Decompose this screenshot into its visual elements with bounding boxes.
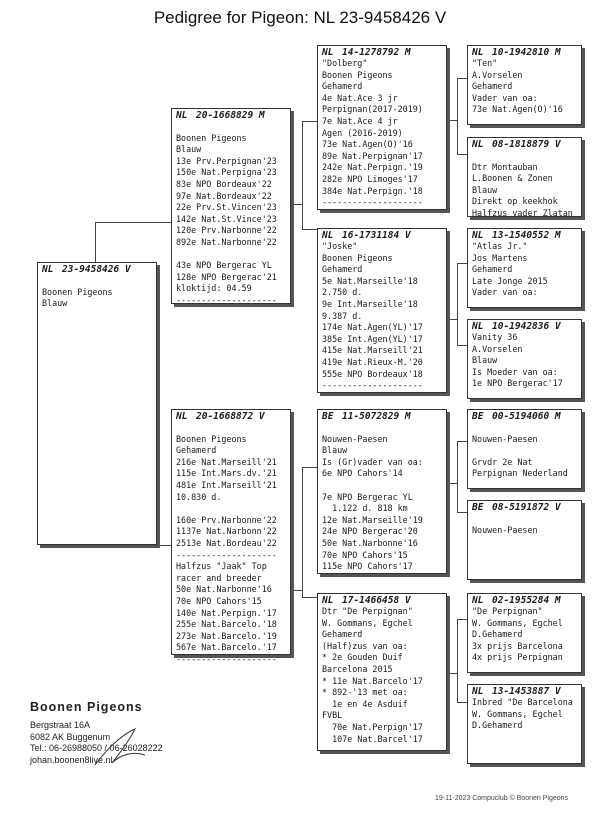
pedigree-line: 1.122 d. 818 km <box>322 503 408 514</box>
pedigree-line: "De Perpignan" <box>472 606 543 616</box>
pedigree-line: Boonen Pigeons <box>176 433 247 444</box>
pedigree-box-sire <box>171 108 291 304</box>
pedigree-box-sire-sire <box>317 45 447 210</box>
pedigree-box-dsd <box>467 500 582 580</box>
address-city: 6082 AK Buggenum <box>30 731 111 742</box>
ring-number: NL 10-1942810 M <box>472 47 561 58</box>
pedigree-box-subject <box>37 262 157 545</box>
pedigree-line: Agen (2016-2019) <box>322 127 403 138</box>
pedigree-line: Boonen Pigeons <box>322 69 393 80</box>
box-lines <box>172 121 290 307</box>
pedigree-line: Vader van oa: <box>472 92 538 103</box>
pedigree-box-sds <box>467 228 582 308</box>
pedigree-line: Gehamerd <box>472 81 513 92</box>
pedigree-line: 2513e Nat.Bordeau'22 <box>176 537 277 548</box>
box-lines <box>38 275 156 310</box>
pedigree-line: 273e Nat.Barcelo.'19 <box>176 630 277 641</box>
pedigree-line: 160e Prv.Narbonne'22 <box>176 514 277 525</box>
pedigree-line: Halfzus "Jaak" Top <box>176 561 267 572</box>
pedigree-box-sdd <box>467 319 582 399</box>
address-street: Bergstraat 16A <box>30 720 91 730</box>
pedigree-line: 4x prijs Perpignan <box>472 652 563 663</box>
ring-number: BE 00-5194060 M <box>472 411 561 422</box>
pedigree-line: 70e NPO Cahors'15 <box>176 595 262 606</box>
pedigree-line: kloktijd: 04.59 <box>176 283 252 294</box>
connector-line <box>302 467 303 597</box>
pedigree-line: Vader van oa: <box>472 287 538 298</box>
box-lines <box>172 422 290 665</box>
pedigree-line: 6e NPO Cahors'14 <box>322 468 403 479</box>
pedigree-line: 142e Nat.St.Vince'23 <box>176 213 277 224</box>
pedigree-box-dds <box>467 593 582 673</box>
pedigree-line: Blauw <box>472 184 498 195</box>
connector-line <box>446 483 458 484</box>
pedigree-line: Halfzus vader Zlatan <box>472 207 573 218</box>
connector-line <box>95 222 96 264</box>
pedigree-line: Boonen Pigeons <box>176 132 247 143</box>
pedigree-line: 4e Nat.Ace 3 jr <box>322 92 398 103</box>
connector-line <box>302 121 318 122</box>
pedigree-box-dam-dam <box>317 593 447 751</box>
pedigree-line: 24e NPO Bergerac'20 <box>322 526 418 537</box>
pedigree-line: 70e Nat.Perpign'17 <box>322 721 423 732</box>
pedigree-line: 115e NPO Cahors'17 <box>322 561 413 572</box>
pedigree-line: FVBL <box>322 710 343 721</box>
pedigree-line: Gehamerd <box>176 445 217 456</box>
pedigree-line: 481e Int.Marseill'21 <box>176 479 277 490</box>
pedigree-line: -------------------- <box>322 380 423 391</box>
box-lines <box>468 513 581 536</box>
ring-number: NL 20-1668829 M <box>176 110 265 121</box>
pedigree-line: 384e Nat.Perpign.'18 <box>322 185 423 196</box>
pedigree-line: 242e Nat.Perpign.'19 <box>322 162 423 173</box>
pedigree-line: 13e Prv.Perpignan'23 <box>176 155 277 166</box>
phone-number: Tel.: 06-26988050 / 06-26028222 <box>30 743 163 753</box>
pedigree-line: 140e Nat.Perpign.'17 <box>176 607 277 618</box>
pedigree-line: Grvdr 2e Nat <box>472 456 533 467</box>
box-lines <box>468 150 581 220</box>
connector-line <box>446 120 458 121</box>
pedigree-line: Is Moeder van oa: <box>472 366 558 377</box>
pedigree-line <box>472 445 581 457</box>
pedigree-line: W. Gommans, Egchel <box>472 708 563 719</box>
pedigree-line: Dtr "De Perpignan" <box>322 606 413 616</box>
pedigree-line <box>42 275 156 287</box>
pedigree-line: 892e Nat.Narbonne'22 <box>176 236 277 247</box>
pedigree-box-dam <box>171 409 291 664</box>
pedigree-line: Late Jonge 2015 <box>472 275 548 286</box>
pedigree-line: Nouwen-Paesen <box>322 433 388 444</box>
pedigree-line: Boonen Pigeons <box>42 286 113 297</box>
pedigree-line: 9e Int.Marseille'18 <box>322 298 418 309</box>
pedigree-line: 5e Nat.Marseille'18 <box>322 275 418 286</box>
pedigree-line: 7e Nat.Ace 4 jr <box>322 115 398 126</box>
connector-line <box>457 619 458 702</box>
pedigree-line: 255e Nat.Barcelo.'18 <box>176 619 277 630</box>
pedigree-line: * 11e Nat.Barcelo'17 <box>322 675 423 686</box>
pedigree-line: Boonen Pigeons <box>322 252 393 263</box>
box-lines <box>318 58 446 209</box>
pedigree-line: racer and breeder <box>176 572 262 583</box>
connector-line <box>302 229 318 230</box>
connector-line <box>302 597 318 598</box>
pedigree-line: "Joske" <box>322 241 358 251</box>
pedigree-line <box>472 513 581 525</box>
pedigree-line <box>176 503 290 515</box>
connector-line <box>290 204 303 205</box>
pedigree-line: Nouwen-Paesen <box>472 433 538 444</box>
ring-number: NL 02-1955284 M <box>472 595 561 606</box>
pedigree-line: L.Boonen & Zonen <box>472 173 553 184</box>
pedigree-line: 89e Nat.Perpignan'17 <box>322 150 423 161</box>
pedigree-line: -------------------- <box>322 197 423 208</box>
pedigree-line: 282e NPO Limoges'17 <box>322 173 418 184</box>
pedigree-line <box>176 249 290 261</box>
pedigree-line: 1e NPO Bergerac'17 <box>472 378 563 389</box>
pedigree-line: Jos Martens <box>472 252 528 263</box>
connector-line <box>457 263 458 345</box>
pedigree-line: * 892-'13 met oa: <box>322 687 408 698</box>
pedigree-line: Blauw <box>322 445 348 456</box>
box-lines <box>468 332 581 390</box>
pedigree-line: Blauw <box>42 298 68 309</box>
pedigree-line: 10.830 d. <box>176 491 222 502</box>
pedigree-line: 50e Nat.Narbonne'16 <box>322 537 418 548</box>
pedigree-box-dss <box>467 409 582 489</box>
box-lines <box>318 241 446 392</box>
print-date: 19-11-2023 Compuclub © Boonen Pigeons <box>435 795 569 802</box>
connector-line <box>446 673 458 674</box>
box-lines <box>468 58 581 116</box>
pedigree-line: -------------------- <box>176 549 277 560</box>
pedigree-line: Nouwen-Paesen <box>472 524 538 535</box>
pedigree-line: 115e Int.Mars.dv.'21 <box>176 468 277 479</box>
connector-line <box>290 590 303 591</box>
pedigree-line: 22e Prv.St.Vincen'23 <box>176 202 277 213</box>
pedigree-line: -------------------- <box>176 294 277 305</box>
pedigree-line: 43e NPO Bergerac YL <box>176 260 272 271</box>
ring-number: NL 13-1540552 M <box>472 230 561 241</box>
pedigree-line: Gehamerd <box>322 81 363 92</box>
pedigree-line: Gehamerd <box>322 264 363 275</box>
ring-number: NL 08-1818879 V <box>472 139 561 150</box>
pedigree-line: W. Gommans, Egchel <box>472 617 563 628</box>
pedigree-line: Blauw <box>176 144 202 155</box>
box-lines <box>318 422 446 573</box>
pedigree-line: 83e NPO Bordeaux'22 <box>176 178 272 189</box>
pedigree-line: Vanity 36 <box>472 332 518 342</box>
pedigree-line: A.Vorselen <box>472 343 523 354</box>
pedigree-line: "Dolberg" <box>322 58 368 68</box>
box-lines <box>468 697 581 732</box>
pedigree-line: 120e Prv.Narbonne'22 <box>176 225 277 236</box>
pedigree-line: Direkt op keekhok <box>472 196 558 207</box>
ring-number: NL 23-9458426 V <box>42 264 131 275</box>
pedigree-box-sss <box>467 45 582 125</box>
pedigree-line: 97e Nat.Bordeaux'22 <box>176 190 272 201</box>
pedigree-line: (Half)zus van oa: <box>322 640 408 651</box>
ring-number: NL 14-1278792 M <box>322 47 411 58</box>
breeder-name: Boonen Pigeons <box>30 700 143 714</box>
box-lines <box>468 606 581 664</box>
pedigree-line <box>176 121 290 133</box>
pedigree-line: 12e Nat.Marseille'19 <box>322 514 423 525</box>
pedigree-line: 73e Nat.Agen(O)'16 <box>322 139 413 150</box>
pedigree-line: * 2e Gouden Duif <box>322 652 403 663</box>
pedigree-box-ssd <box>467 137 582 217</box>
connector-line <box>302 467 318 468</box>
connector-line <box>457 441 458 512</box>
pedigree-box-sire-dam <box>317 228 447 393</box>
pedigree-line: Dtr Montauban <box>472 161 538 172</box>
pedigree-box-ddd <box>467 684 582 764</box>
pedigree-line: 150e Nat.Perpigna'23 <box>176 167 277 178</box>
connector-line <box>446 319 458 320</box>
pedigree-line: 1e en 4e Asduif <box>322 698 408 709</box>
pedigree-line: D.Gehamerd <box>472 720 523 731</box>
pedigree-line: Is (Gr)vader van oa: <box>322 456 423 467</box>
pedigree-line: Perpignan(2017-2019) <box>322 104 423 115</box>
pedigree-line: 9.387 d. <box>322 310 363 321</box>
pedigree-line: 555e NPO Bordeaux'18 <box>322 368 423 379</box>
box-lines <box>318 606 446 745</box>
pedigree-line: 73e Nat.Agen(O)'16 <box>472 104 563 115</box>
ring-number: BE 08-5191872 V <box>472 502 561 513</box>
pedigree-line: 128e NPO Bergerac'21 <box>176 271 277 282</box>
page-title: Pedigree for Pigeon: NL 23-9458426 V <box>153 8 447 27</box>
pedigree-line: 385e Int.Agen(YL)'17 <box>322 333 423 344</box>
connector-line <box>457 78 458 154</box>
pedigree-line <box>322 480 446 492</box>
pedigree-line: "Ten" <box>472 58 498 68</box>
ring-number: NL 20-1668872 V <box>176 411 265 422</box>
pedigree-line: 567e Nat.Barcelo.'17 <box>176 642 277 653</box>
pedigree-line: Inbred "De Barcelona <box>472 697 573 707</box>
pedigree-line: 216e Nat.Marseill'21 <box>176 456 277 467</box>
pedigree-line: 2.750 d. <box>322 287 363 298</box>
pedigree-line: 3x prijs Barcelona <box>472 640 563 651</box>
pedigree-line: 70e NPO Cahors'15 <box>322 549 408 560</box>
box-lines <box>468 422 581 480</box>
pedigree-line <box>176 422 290 434</box>
box-lines <box>468 241 581 299</box>
pedigree-line: 107e Nat.Barcel'17 <box>322 733 423 744</box>
ring-number: NL 16-1731184 V <box>322 230 411 241</box>
pedigree-line <box>322 422 446 434</box>
pedigree-line <box>472 150 581 162</box>
pedigree-line: W. Gommans, Egchel <box>322 617 413 628</box>
ring-number: NL 10-1942836 V <box>472 321 561 332</box>
pedigree-line: Perpignan Nederland <box>472 468 568 479</box>
ring-number: BE 11-5072829 M <box>322 411 411 422</box>
connector-line <box>95 222 172 223</box>
pedigree-line: 415e Nat.Marseill'21 <box>322 345 423 356</box>
ring-number: NL 17-1466458 V <box>322 595 411 606</box>
connector-line <box>95 545 172 546</box>
pedigree-line: "Atlas Jr." <box>472 241 528 251</box>
pedigree-line: A.Vorselen <box>472 69 523 80</box>
pedigree-line: Barcelona 2015 <box>322 663 393 674</box>
pedigree-line: Gehamerd <box>322 629 363 640</box>
pedigree-line <box>472 422 581 434</box>
pedigree-line: D.Gehamerd <box>472 629 523 640</box>
pedigree-line: 7e NPO Bergerac YL <box>322 491 413 502</box>
pedigree-line: Gehamerd <box>472 264 513 275</box>
pedigree-line: 174e Nat.Agen(YL)'17 <box>322 322 423 333</box>
pedigree-line: -------------------- <box>176 653 277 664</box>
pedigree-line: 419e Nat.Rieux-M.'20 <box>322 356 423 367</box>
pedigree-line: Blauw <box>472 355 498 366</box>
pedigree-line: 50e Nat.Narbonne'16 <box>176 584 272 595</box>
ring-number: NL 13-1453887 V <box>472 686 561 697</box>
signature-icon <box>90 725 150 770</box>
email-address: johan.boonen8live.nl <box>30 754 113 765</box>
pedigree-box-dam-sire <box>317 409 447 574</box>
connector-line <box>302 121 303 229</box>
pedigree-line: 1137e Nat.Narbonn'22 <box>176 526 277 537</box>
